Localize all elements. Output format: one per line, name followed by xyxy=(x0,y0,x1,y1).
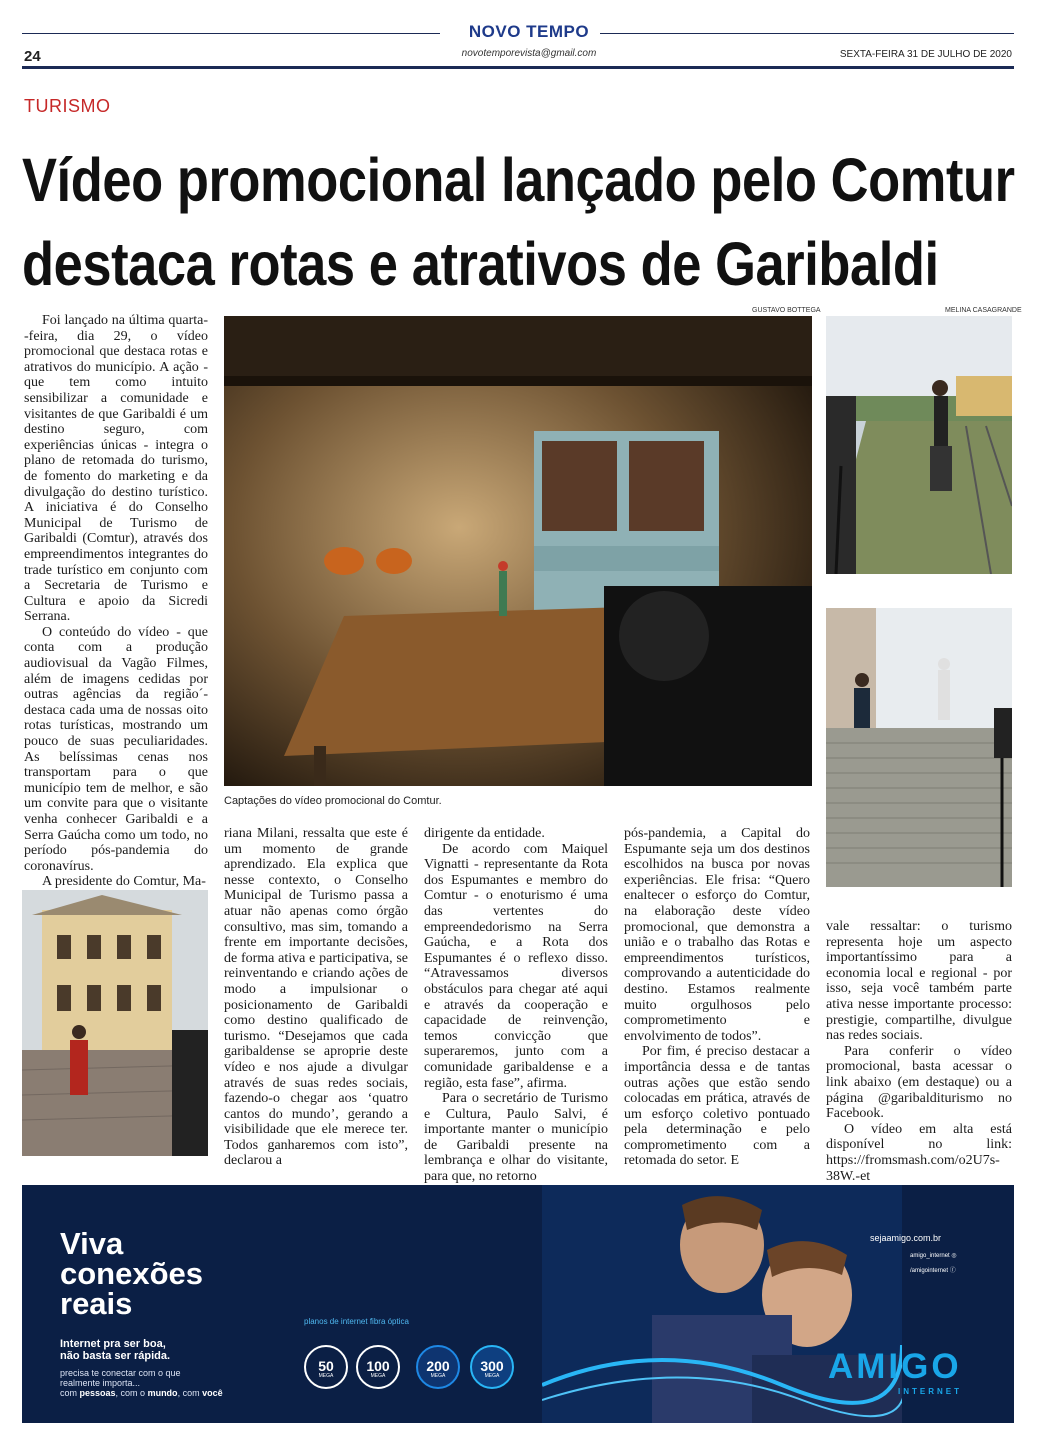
article-column-4 xyxy=(624,826,810,1169)
side-photo-railway xyxy=(826,316,1012,574)
paragraph: De acordo com Maiquel Vignatti - representante da Rota dos Espumantes e membro do Comtur - o enoturismo é uma das vertentes do empreendedorismo na Serra Gaúcha, e a Rota dos Espumantes é o reflexo disso. “Atravessamos diversos obstáculos para chegar até aqui e através da cooperação e capacidade de reinvenção, temos convicção que superaremos, junto com a comunidade garibaldense e a região, esta fase”, afirma. xyxy=(424,841,608,1091)
headline-line-2: destaca rotas e atrativos de Garibaldi xyxy=(22,230,939,298)
paragraph: O conteúdo do vídeo - que conta com a produção audiovisual da Vagão Filmes, além de imagens cedidas por outras agências da região´- destaca cada uma de nossas oito rotas turísticas, mostrando um pouco de suas peculiaridades. As belíssimas cenas nos transportam para o que município tem de melhor, e são um convite para que o visitante venha conhecer Garibaldi e a Serra Gaúcha como um todo, no período pós-pandemia do coronavírus. xyxy=(24,624,208,874)
ad-tagline-line: realmente importa... xyxy=(60,1378,141,1388)
article-column-5 xyxy=(826,919,1012,1184)
ad-headline-line: Viva xyxy=(60,1226,124,1261)
masthead-rule xyxy=(22,66,1014,69)
plan-unit: MEGA xyxy=(318,1373,334,1379)
ad-headline-line: conexões xyxy=(60,1256,204,1291)
ad-tagline-line xyxy=(60,1388,223,1398)
ad-subheadline xyxy=(60,1338,170,1362)
ad-tagline-word: mundo xyxy=(147,1388,178,1398)
plan-300-badge[interactable] xyxy=(470,1345,514,1389)
side-photo-building xyxy=(22,890,208,1156)
ad-tagline-word: , com o xyxy=(115,1388,148,1398)
ad-tagline xyxy=(60,1368,223,1398)
plan-speed: 100 xyxy=(366,1358,390,1374)
paragraph: Foi lançado na última quarta--feira, dia 29, o vídeo promocional que destaca rotas e atrativos do município. A ação - que tem como intuito sensibilizar a comunidade e visitantes de que Garibaldi é um destino seguro, com experiências únicas - integra o plano de retomada do turismo, de fomento do marketing e da divulgação do destino turístico. A iniciativa é do Conselho Municipal de Turismo de Garibaldi (Comtur), através dos empreendimentos integrantes do trade turístico em conjunto com a Secretaria de Turismo e Cultura e apoio da Sicredi Serrana. xyxy=(24,313,208,625)
facebook-icon: ⓕ xyxy=(949,1268,956,1274)
paragraph: O vídeo em alta está disponível no link: https://fromsmash.com/o2U7s-38W.-et xyxy=(826,1121,1012,1184)
main-photo-kitchen xyxy=(224,316,812,786)
ad-tagline-line: precisa te conectar com o que xyxy=(60,1368,181,1378)
photo-credit-side: MELINA CASAGRANDE xyxy=(945,307,1022,314)
plan-speed: 50 xyxy=(318,1358,334,1374)
plan-unit: MEGA xyxy=(370,1373,386,1379)
paragraph: vale ressaltar: o turismo representa hoje um aspecto importantíssimo para a economia local e regional - por isso, seja você também parte ativa nesse importante processo: prestigie, compartilhe, divulgue nas redes sociais. xyxy=(826,919,1012,1044)
ad-headline-line: reais xyxy=(60,1286,133,1321)
paragraph: Por fim, é preciso destacar a importância dessa e de tantas outras ações que estão sendo colocadas em prática, através de um esforço coletivo pontuado pela determinação e pelo comprometimento com a retomada do setor. E xyxy=(624,1044,810,1169)
publication-email[interactable]: novotemporevista@gmail.com xyxy=(461,48,597,59)
paragraph: dirigente da entidade. xyxy=(424,826,545,841)
facebook-handle-text: /amigointernet xyxy=(910,1268,949,1274)
plan-50-badge[interactable] xyxy=(304,1345,348,1389)
ad-tagline-word: pessoas xyxy=(79,1388,116,1398)
headline xyxy=(22,138,1020,306)
ad-subheadline-line: Internet pra ser boa, xyxy=(60,1338,166,1350)
plan-speed: 200 xyxy=(426,1358,450,1374)
plan-unit: MEGA xyxy=(484,1373,500,1379)
amigo-logo[interactable]: AMIGO xyxy=(828,1347,962,1386)
photo-credit-main: GUSTAVO BOTTEGA xyxy=(752,307,821,314)
ad-subheadline-line: não basta ser rápida. xyxy=(60,1350,171,1362)
paragraph: Para conferir o vídeo promocional, basta acessar o link abaixo (em destaque) ou a página @garibalditurismo no Facebook. xyxy=(826,1043,1012,1122)
photo-caption: Captações do vídeo promocional do Comtur. xyxy=(224,795,442,807)
instagram-icon: ◎ xyxy=(951,1253,957,1259)
instagram-handle[interactable] xyxy=(910,1252,957,1259)
side-photo-church-stairs xyxy=(826,608,1012,887)
paragraph: pós-pandemia, a Capital do Espumante seja um dos destinos escolhidos na busca por novas experiências. Ele frisa: “Quero enaltecer o esforço do Comtur, na elaboração deste vídeo promocional, que demonstra a união e o trabalho das Rotas e empreendimentos turísticos, comprovando a autenticidade do destino. Estamos realmente muito orgulhosos pelo comprometimento e envolvimento de todos”. xyxy=(624,826,810,1044)
page-number: 24 xyxy=(24,48,41,65)
paragraph: Para o secretário de Turismo e Cultura, Paulo Salvi, é importante manter o município de Garibaldi presente na lembrança e olhar do visitante, para que, no retorno xyxy=(424,1091,608,1185)
masthead xyxy=(0,0,1058,70)
issue-date: SEXTA-FEIRA 31 DE JULHO DE 2020 xyxy=(839,49,1012,60)
article-column-1 xyxy=(24,313,208,890)
amigo-logo-subtitle: INTERNET xyxy=(898,1387,962,1396)
publication-title: NOVO TEMPO xyxy=(468,22,590,41)
instagram-handle-text: amigo_internet xyxy=(910,1253,950,1259)
ad-tagline-word: , com xyxy=(177,1388,203,1398)
ad-photo-children xyxy=(542,1185,902,1423)
ad-website-link[interactable]: sejaamigo.com.br xyxy=(870,1233,942,1243)
plan-200-badge[interactable] xyxy=(416,1345,460,1389)
advertisement-banner[interactable] xyxy=(22,1185,1014,1423)
section-label: TURISMO xyxy=(24,96,111,116)
plans-label: planos de internet fibra óptica xyxy=(304,1317,409,1326)
article-column-2 xyxy=(224,826,408,1169)
headline-line-1: Vídeo promocional lançado pelo Comtur xyxy=(22,146,1015,214)
ad-tagline-word: você xyxy=(202,1388,223,1398)
article-column-3 xyxy=(424,826,608,1185)
facebook-handle[interactable] xyxy=(910,1265,956,1274)
paragraph: riana Milani, ressalta que este é um momento de grande aprendizado. Ela explica que nesse contexto, o Conselho Municipal de Turismo passa a atuar não apenas como órgão consultivo, mas sim, tomando a frente em importante decisões, de forma ativa e participativa, se reinventando e criando ações de modo a impulsionar o posicionamento de Garibaldi como destino qualificado de turismo. “Desejamos que cada garibaldense se aproprie deste vídeo e nos ajude a divulgar através de suas redes sociais, fazendo-o chegar aos ‘quatro cantos do mundo’, gerando a visibilidade que ele merece ter. Todos ganharemos com isto”, declarou a xyxy=(224,826,408,1169)
plan-speed: 300 xyxy=(480,1358,504,1374)
plan-unit: MEGA xyxy=(430,1373,446,1379)
ad-tagline-word: com xyxy=(60,1388,80,1398)
ad-headline xyxy=(60,1226,204,1321)
paragraph: A presidente do Comtur, Ma- xyxy=(42,874,206,890)
plan-100-badge[interactable] xyxy=(356,1345,400,1389)
